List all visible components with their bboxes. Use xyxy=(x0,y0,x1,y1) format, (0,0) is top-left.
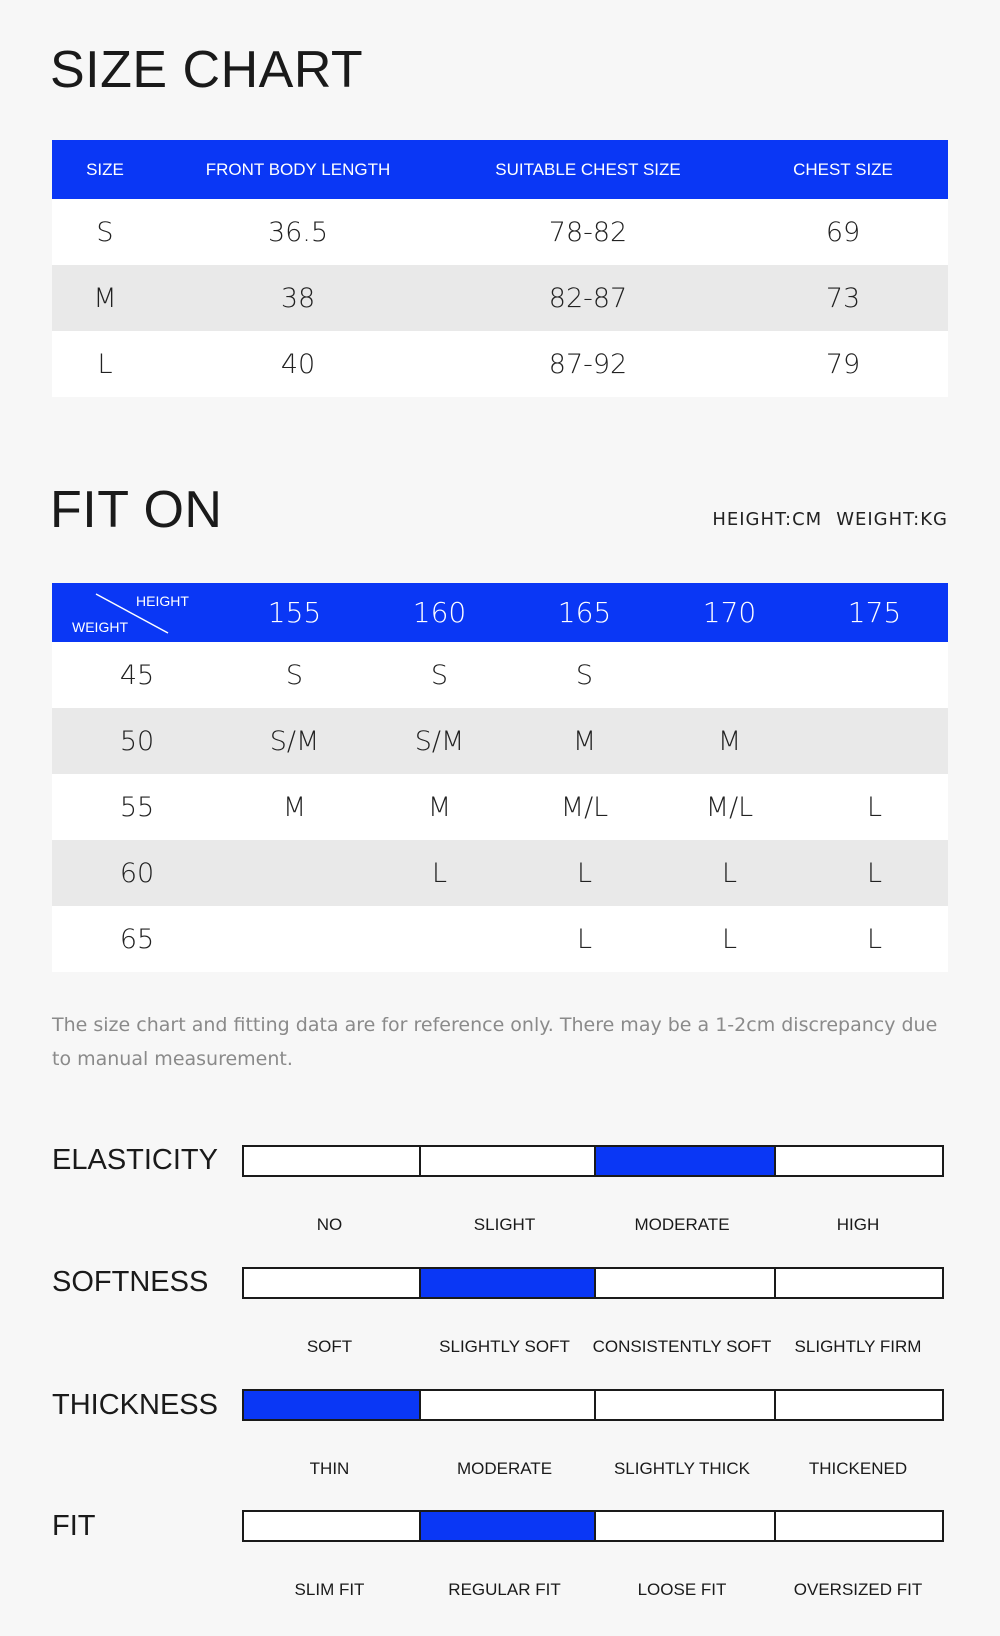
size-cell: L xyxy=(97,348,113,380)
height-header: 175 xyxy=(847,596,902,629)
option-label: SLIGHTLY THICK xyxy=(613,1459,751,1478)
table-row xyxy=(52,199,948,265)
fit-cell: S xyxy=(285,659,304,691)
table-row xyxy=(52,265,948,331)
softness-label: SOFTNESS xyxy=(52,1266,209,1298)
scale-segment xyxy=(594,1269,774,1297)
units-weight: WEIGHT:KG xyxy=(836,509,948,530)
fit-label: FIT xyxy=(52,1510,96,1542)
fit-cell: S/M xyxy=(269,725,320,757)
softness-options xyxy=(242,1337,944,1357)
units-height: HEIGHT:CM xyxy=(712,509,823,530)
option-label: SOFT xyxy=(306,1337,353,1356)
scale-segment xyxy=(774,1269,942,1297)
scale-segment xyxy=(419,1269,594,1297)
table-row xyxy=(52,774,948,840)
option-label: SLIGHTLY SOFT xyxy=(439,1337,570,1356)
table-row xyxy=(52,331,948,397)
header-size: SIZE xyxy=(86,159,124,179)
scale-segment xyxy=(244,1512,419,1540)
suitable-chest-cell: 78-82 xyxy=(548,216,628,248)
elasticity-scale xyxy=(242,1145,944,1177)
front-length-cell: 36.5 xyxy=(267,216,329,248)
fit-on-title: FIT ON xyxy=(50,481,223,539)
units-legend xyxy=(712,509,948,530)
header-front-body-length: FRONT BODY LENGTH xyxy=(205,159,391,179)
height-header: 165 xyxy=(557,596,612,629)
height-header: 155 xyxy=(267,596,322,629)
softness-scale xyxy=(242,1267,944,1299)
weight-cell: 45 xyxy=(119,659,155,691)
fit-on-table xyxy=(52,583,948,972)
weight-cell: 50 xyxy=(119,725,155,757)
fit-cell: M/L xyxy=(705,791,754,823)
scale-segment xyxy=(594,1147,774,1175)
option-label: OVERSIZED FIT xyxy=(793,1580,923,1599)
weight-cell: 60 xyxy=(119,857,155,889)
corner-weight-label: WEIGHT xyxy=(72,619,128,635)
fit-cell: L xyxy=(866,923,883,955)
disclaimer-note: The size chart and fitting data are for reference only. There may be a 1-2cm discrepancy due to manual measurement. xyxy=(52,1014,938,1070)
option-label: SLIGHT xyxy=(473,1215,536,1234)
fit-on-header-row xyxy=(52,583,948,642)
size-cell: S xyxy=(96,216,114,248)
scale-segment xyxy=(774,1512,942,1540)
fit-cell: L xyxy=(576,857,593,889)
scale-segment xyxy=(244,1269,419,1297)
fit-cell: S xyxy=(575,659,594,691)
option-label: SLIGHTLY FIRM xyxy=(794,1337,922,1356)
option-label: MODERATE xyxy=(456,1459,553,1478)
option-label: LOOSE FIT xyxy=(637,1580,727,1599)
fit-cell: L xyxy=(576,923,593,955)
option-label: SLIM FIT xyxy=(294,1580,365,1599)
size-chart-title: SIZE CHART xyxy=(50,41,364,99)
fit-cell: S xyxy=(430,659,449,691)
height-header: 160 xyxy=(412,596,467,629)
size-chart-header-row xyxy=(52,140,948,199)
option-label: THICKENED xyxy=(808,1459,908,1478)
fit-cell: L xyxy=(866,857,883,889)
corner-height-label: HEIGHT xyxy=(136,593,189,609)
fit-cell: M xyxy=(572,725,597,757)
scale-segment xyxy=(419,1512,594,1540)
table-row xyxy=(52,642,948,708)
option-label: HIGH xyxy=(836,1215,880,1234)
fit-cell: L xyxy=(866,791,883,823)
scale-segment xyxy=(419,1147,594,1175)
thickness-scale xyxy=(242,1389,944,1421)
scale-segment xyxy=(419,1391,594,1419)
chest-size-cell: 79 xyxy=(825,348,861,380)
fit-options xyxy=(242,1580,944,1600)
suitable-chest-cell: 82-87 xyxy=(548,282,628,314)
height-header: 170 xyxy=(702,596,757,629)
weight-cell: 55 xyxy=(119,791,155,823)
table-row xyxy=(52,840,948,906)
chest-size-cell: 69 xyxy=(825,216,861,248)
scale-segment xyxy=(594,1391,774,1419)
fit-cell: S/M xyxy=(414,725,465,757)
scale-segment xyxy=(244,1147,419,1175)
header-suitable-chest-size: SUITABLE CHEST SIZE xyxy=(495,159,681,179)
size-cell: M xyxy=(93,282,117,314)
weight-cell: 65 xyxy=(119,923,155,955)
option-label: MODERATE xyxy=(634,1215,730,1234)
fit-cell: L xyxy=(721,923,738,955)
elasticity-options xyxy=(242,1215,944,1235)
fit-cell: M xyxy=(717,725,742,757)
front-length-cell: 38 xyxy=(280,282,316,314)
fit-scale xyxy=(242,1510,944,1542)
fit-cell: M xyxy=(427,791,452,823)
option-label: CONSISTENTLY SOFT xyxy=(592,1337,772,1356)
chest-size-cell: 73 xyxy=(825,282,861,314)
thickness-options xyxy=(242,1459,944,1479)
size-chart-table xyxy=(52,140,948,397)
fit-cell: L xyxy=(431,857,448,889)
option-label: REGULAR FIT xyxy=(448,1580,561,1599)
fit-cell: M xyxy=(282,791,307,823)
elasticity-label: ELASTICITY xyxy=(52,1144,218,1176)
header-chest-size: CHEST SIZE xyxy=(793,159,893,179)
table-row xyxy=(52,708,948,774)
option-label: THIN xyxy=(309,1459,350,1478)
thickness-label: THICKNESS xyxy=(52,1389,218,1421)
table-row xyxy=(52,906,948,972)
fit-cell: L xyxy=(721,857,738,889)
option-label: NO xyxy=(316,1215,343,1234)
front-length-cell: 40 xyxy=(280,348,316,380)
fit-cell: M/L xyxy=(560,791,609,823)
corner-cell xyxy=(52,583,222,642)
scale-segment xyxy=(774,1147,942,1175)
scale-segment xyxy=(774,1391,942,1419)
scale-segment xyxy=(244,1391,419,1419)
suitable-chest-cell: 87-92 xyxy=(548,348,628,380)
scale-segment xyxy=(594,1512,774,1540)
